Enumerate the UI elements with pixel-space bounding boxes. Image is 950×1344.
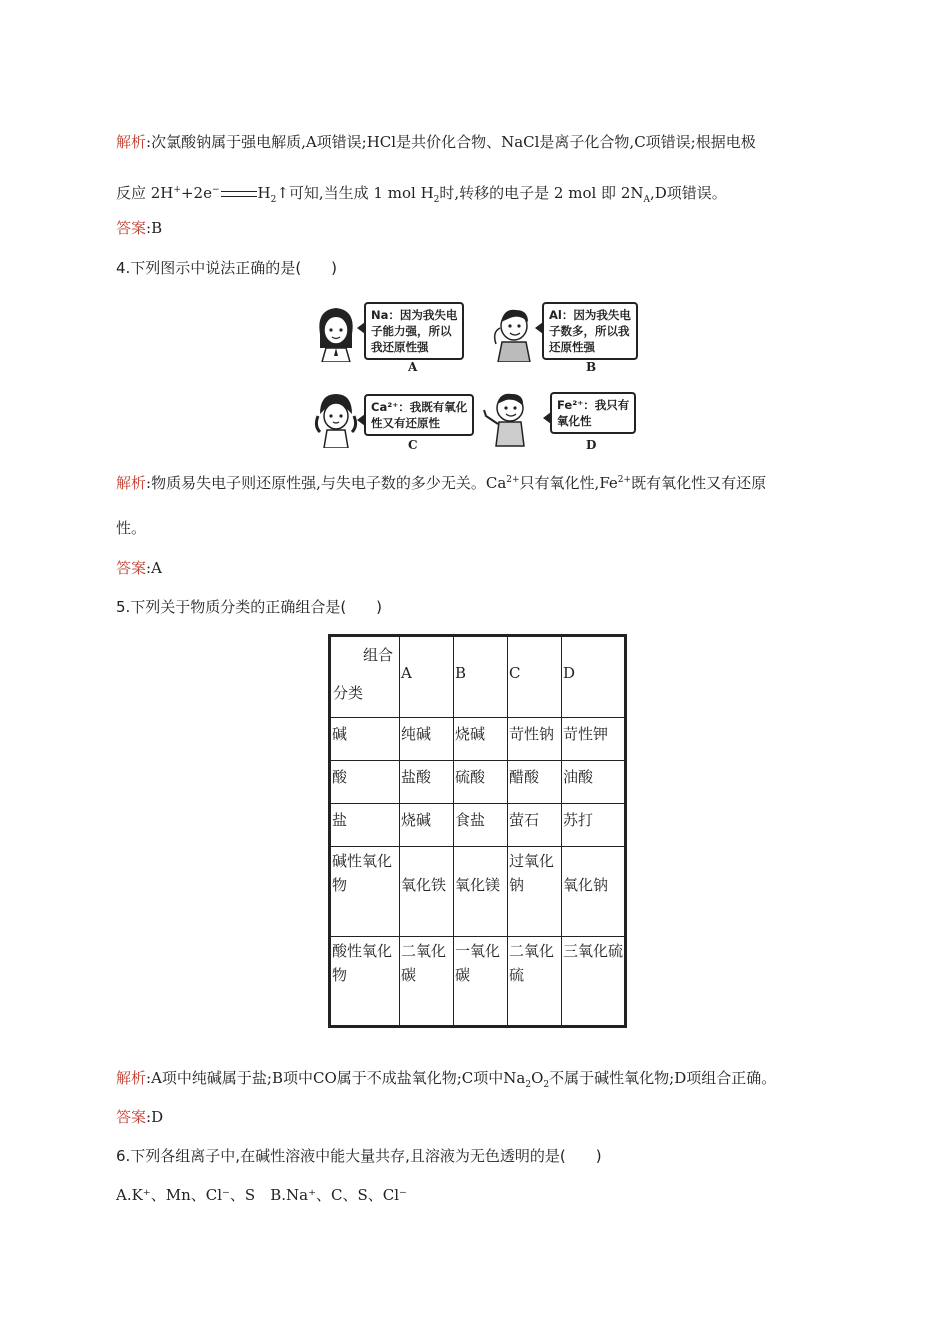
q6-options: A.K⁺、Mn、Cl⁻、S B.Na⁺、C、S、Cl⁻	[116, 1186, 407, 1204]
q3-answer: 答案:B	[116, 219, 163, 237]
reaction-arrow	[221, 191, 257, 197]
table-row: 酸 盐酸 硫酸 醋酸 油酸	[330, 761, 626, 804]
col-header-a: A	[400, 636, 454, 718]
bubble-a: Na：因为我失电 子能力强，所以 我还原性强	[364, 302, 464, 360]
q5-question: 5.下列关于物质分类的正确组合是( )	[116, 598, 383, 616]
bubble-b: Al：因为我失电 子数多，所以我 还原性强	[542, 302, 638, 360]
table-row: 碱 纯碱 烧碱 苛性钠 苛性钾	[330, 718, 626, 761]
table-row: 盐 烧碱 食盐 萤石 苏打	[330, 804, 626, 847]
bubble-d: Fe²⁺：我只有 氧化性	[550, 392, 636, 434]
col-header-d: D	[562, 636, 626, 718]
label-c: C	[408, 438, 418, 452]
table-row: 酸性氧化物 二氧化碳 一氧化碳 二氧化硫 三氧化硫	[330, 937, 626, 1027]
q4-analysis-line2: 性。	[116, 519, 147, 537]
q6-question: 6.下列各组离子中,在碱性溶液中能大量共存,且溶液为无色透明的是( )	[116, 1147, 602, 1165]
bubble-c: Ca²⁺：我既有氧化 性又有还原性	[364, 394, 474, 436]
q4-analysis: 解析:物质易失电子则还原性强,与失电子数的多少无关。$Ca^{2+}$只有氧化性$,Fe^{2+}$既有氧化性又有还原	[116, 474, 767, 492]
col-header-b: B	[454, 636, 508, 718]
girl-icon	[312, 304, 360, 362]
figure-c	[312, 388, 472, 458]
label-b: B	[586, 360, 597, 374]
girl-pigtails-icon	[312, 390, 360, 448]
figure-b	[490, 298, 650, 378]
label-d: D	[586, 438, 597, 452]
classification-table	[328, 634, 627, 1028]
table-row: 碱性氧化物 氧化铁 氧化镁 过氧化钠 氧化钠	[330, 847, 626, 937]
label-a: A	[408, 360, 418, 374]
q3-analysis: 解析:次氯酸钠属于强电解质,A项错误;HCl是共价化合物、NaCl是离子化合物,C项错误;根据电极	[116, 133, 756, 151]
boy-waving-icon	[480, 388, 540, 448]
q4-question: 4.下列图示中说法正确的是( )	[116, 259, 338, 277]
q4-answer: 答案:A	[116, 559, 162, 577]
figure-d	[480, 386, 650, 458]
boy-thinking-icon	[490, 304, 538, 362]
col-header-c: C	[508, 636, 562, 718]
header-corner-cell: 组合 分类	[330, 636, 400, 718]
q5-answer: 答案:D	[116, 1108, 164, 1126]
figure-a	[312, 298, 472, 378]
analysis-label: 解析	[116, 133, 147, 151]
q5-analysis: 解析:A项中纯碱属于盐;B项中CO属于不成盐氧化物;C项中$Na_2O_2$不属于碱性氧化物;D项组合正确。	[116, 1069, 777, 1090]
q3-analysis-line2: 反应 2H++2e− $H_2↑$可知,当生成 1 mol $H_2$时,转移的电子是 2 mol 即 $2N_A,D$项错误。	[116, 184, 727, 205]
